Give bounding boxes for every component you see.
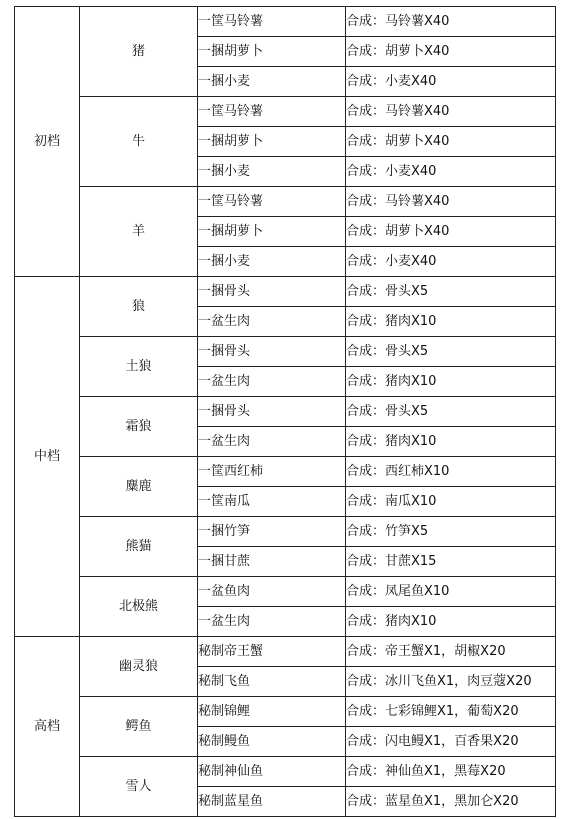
feed-item-cell: 秘制帝王蟹	[198, 637, 346, 667]
synthesis-cell: 合成：闪电鳗X1，百香果X20	[346, 727, 556, 757]
synthesis-cell: 合成：骨头X5	[346, 277, 556, 307]
table-row	[15, 517, 556, 547]
animal-cell: 北极熊	[80, 577, 198, 637]
synthesis-cell: 合成：胡萝卜X40	[346, 127, 556, 157]
synthesis-cell: 合成：甘蔗X15	[346, 547, 556, 577]
synthesis-cell: 合成：七彩锦鲤X1，葡萄X20	[346, 697, 556, 727]
table-row	[15, 97, 556, 127]
table-row	[15, 757, 556, 787]
synthesis-cell: 合成：胡萝卜X40	[346, 37, 556, 67]
synthesis-cell: 合成：胡萝卜X40	[346, 217, 556, 247]
feed-item-cell: 一筐西红柿	[198, 457, 346, 487]
synthesis-cell: 合成：小麦X40	[346, 67, 556, 97]
feed-item-cell: 一盆生肉	[198, 307, 346, 337]
table-row	[15, 397, 556, 427]
feed-item-cell: 一捆骨头	[198, 337, 346, 367]
table-row	[15, 637, 556, 667]
animal-cell: 麋鹿	[80, 457, 198, 517]
table-row	[15, 577, 556, 607]
synthesis-cell: 合成：马铃薯X40	[346, 7, 556, 37]
animal-cell: 狼	[80, 277, 198, 337]
table-row	[15, 697, 556, 727]
tier-cell: 中档	[15, 277, 80, 637]
synthesis-cell: 合成：骨头X5	[346, 397, 556, 427]
animal-cell: 霜狼	[80, 397, 198, 457]
feed-table-body	[15, 7, 556, 817]
synthesis-cell: 合成：小麦X40	[346, 247, 556, 277]
feed-item-cell: 一捆小麦	[198, 157, 346, 187]
feed-item-cell: 秘制锦鲤	[198, 697, 346, 727]
tier-cell: 高档	[15, 637, 80, 817]
synthesis-cell: 合成：骨头X5	[346, 337, 556, 367]
table-row	[15, 277, 556, 307]
table-row	[15, 187, 556, 217]
feed-item-cell: 一盆鱼肉	[198, 577, 346, 607]
feed-item-cell: 秘制鳗鱼	[198, 727, 346, 757]
feed-item-cell: 一捆骨头	[198, 277, 346, 307]
tier-cell: 初档	[15, 7, 80, 277]
synthesis-cell: 合成：小麦X40	[346, 157, 556, 187]
synthesis-cell: 合成：帝王蟹X1，胡椒X20	[346, 637, 556, 667]
feed-item-cell: 秘制蓝星鱼	[198, 787, 346, 817]
feed-item-cell: 一捆小麦	[198, 67, 346, 97]
synthesis-cell: 合成：神仙鱼X1，黑莓X20	[346, 757, 556, 787]
synthesis-cell: 合成：猪肉X10	[346, 607, 556, 637]
synthesis-cell: 合成：竹笋X5	[346, 517, 556, 547]
synthesis-cell: 合成：猪肉X10	[346, 427, 556, 457]
animal-cell: 幽灵狼	[80, 637, 198, 697]
feed-item-cell: 一筐马铃薯	[198, 187, 346, 217]
animal-cell: 牛	[80, 97, 198, 187]
table-row	[15, 7, 556, 37]
feed-item-cell: 一筐马铃薯	[198, 7, 346, 37]
synthesis-cell: 合成：猪肉X10	[346, 307, 556, 337]
feed-item-cell: 一捆小麦	[198, 247, 346, 277]
synthesis-cell: 合成：南瓜X10	[346, 487, 556, 517]
synthesis-cell: 合成：猪肉X10	[346, 367, 556, 397]
animal-cell: 雪人	[80, 757, 198, 817]
table-row	[15, 337, 556, 367]
feed-item-cell: 一捆胡萝卜	[198, 217, 346, 247]
table-row	[15, 457, 556, 487]
synthesis-cell: 合成：马铃薯X40	[346, 187, 556, 217]
feed-item-cell: 一筐马铃薯	[198, 97, 346, 127]
feed-item-cell: 一捆胡萝卜	[198, 37, 346, 67]
feed-item-cell: 一捆甘蔗	[198, 547, 346, 577]
feed-table	[14, 6, 556, 817]
animal-cell: 熊猫	[80, 517, 198, 577]
feed-item-cell: 一筐南瓜	[198, 487, 346, 517]
feed-item-cell: 秘制神仙鱼	[198, 757, 346, 787]
feed-item-cell: 一盆生肉	[198, 427, 346, 457]
animal-cell: 猪	[80, 7, 198, 97]
feed-item-cell: 一盆生肉	[198, 367, 346, 397]
animal-cell: 羊	[80, 187, 198, 277]
feed-item-cell: 一捆骨头	[198, 397, 346, 427]
animal-cell: 鳄鱼	[80, 697, 198, 757]
synthesis-cell: 合成：马铃薯X40	[346, 97, 556, 127]
synthesis-cell: 合成：蓝星鱼X1，黑加仑X20	[346, 787, 556, 817]
feed-item-cell: 一捆胡萝卜	[198, 127, 346, 157]
feed-item-cell: 一捆竹笋	[198, 517, 346, 547]
synthesis-cell: 合成：凤尾鱼X10	[346, 577, 556, 607]
animal-cell: 土狼	[80, 337, 198, 397]
feed-item-cell: 秘制飞鱼	[198, 667, 346, 697]
synthesis-cell: 合成：冰川飞鱼X1，肉豆蔻X20	[346, 667, 556, 697]
synthesis-cell: 合成：西红柿X10	[346, 457, 556, 487]
feed-item-cell: 一盆生肉	[198, 607, 346, 637]
